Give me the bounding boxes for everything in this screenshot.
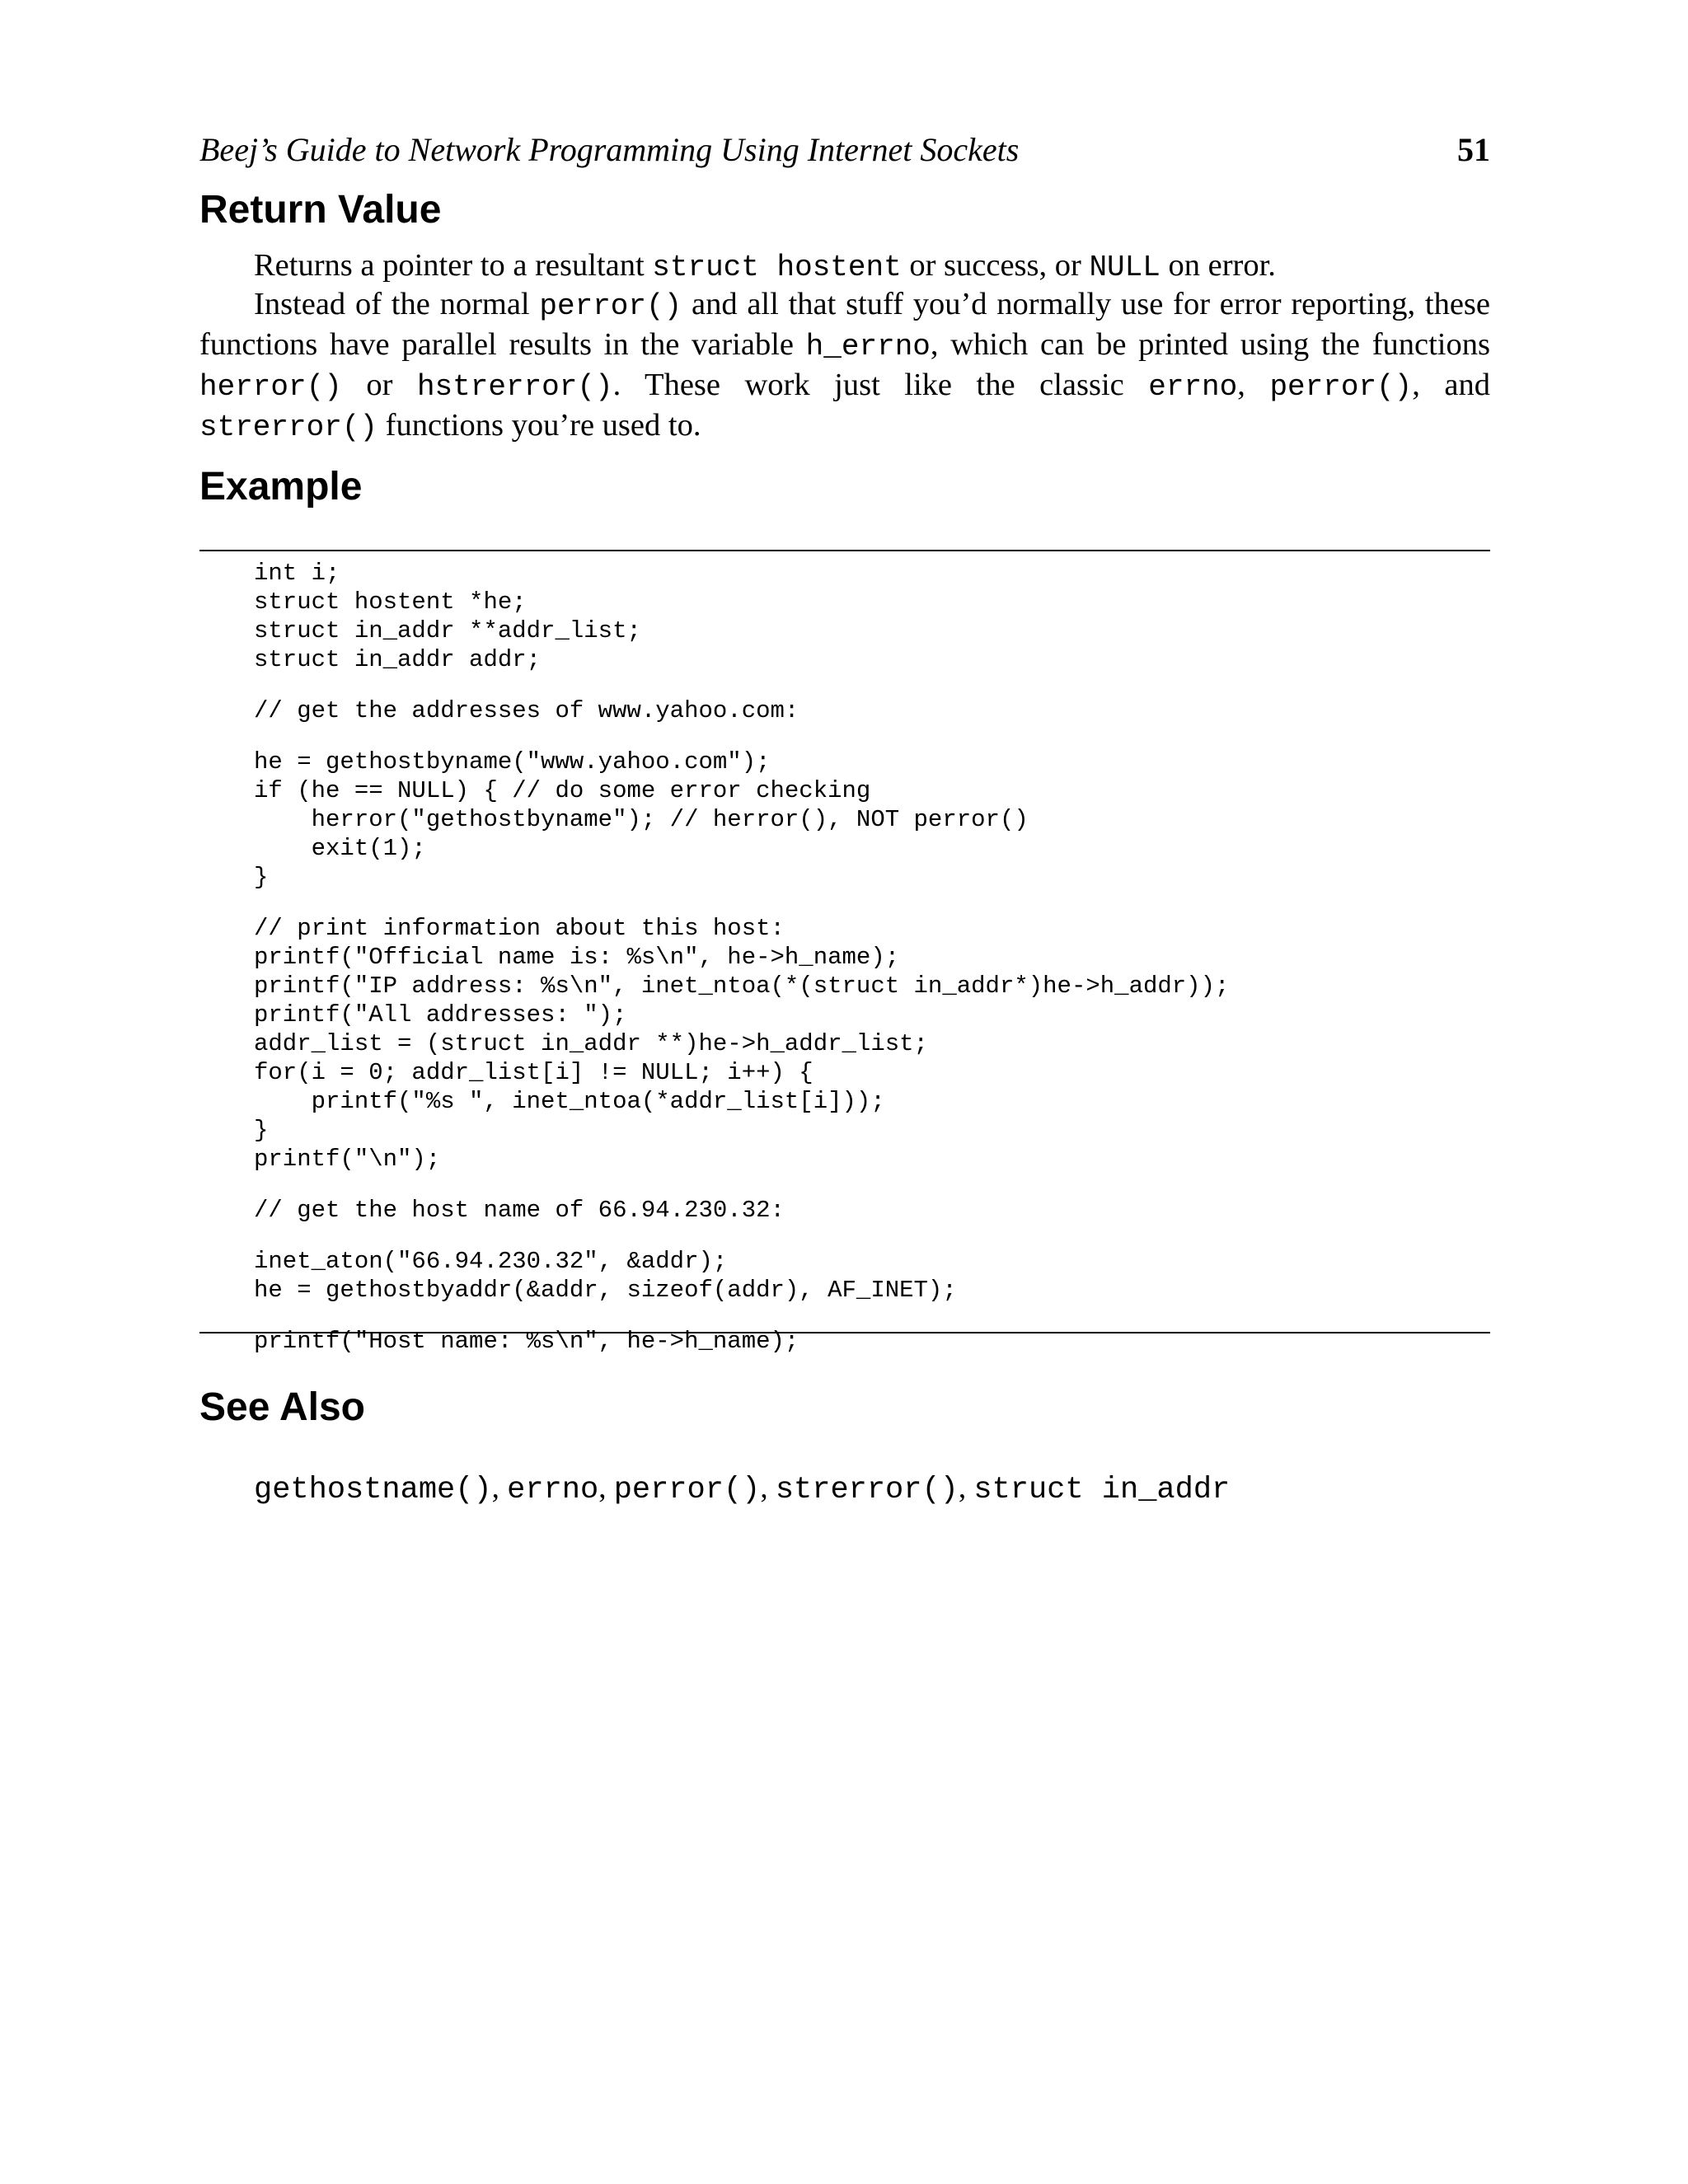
see-also-heading: See Also (199, 1385, 365, 1429)
code-top-rule (199, 550, 1490, 551)
see-also-list (254, 1469, 1230, 1510)
inline-code: hstrerror() (416, 370, 613, 404)
inline-code: perror() (539, 289, 682, 323)
code-line: addr_list = (struct in_addr **)he->h_addr_list; (254, 1030, 928, 1057)
text-run: Returns a pointer to a resultant (254, 248, 653, 283)
example-heading: Example (199, 465, 363, 509)
running-header (199, 125, 1490, 175)
code-listing (254, 559, 1229, 1356)
code-line: struct in_addr **addr_list; (254, 617, 641, 644)
code-line: herror("gethostbyname"); // herror(), NOT perror() (254, 806, 1029, 833)
see-also-item: errno (507, 1473, 599, 1507)
inline-code: errno (1148, 370, 1238, 404)
text-run: , (1237, 368, 1270, 402)
inline-code: strerror() (199, 410, 378, 444)
text-run: and all that stuff you’d normally use for error reporting, these functions have parallel results in the variable (199, 287, 1490, 362)
code-line: printf("Official name is: %s\n", he->h_name); (254, 944, 900, 971)
text-run: on error. (1160, 248, 1276, 283)
code-line: } (254, 1117, 269, 1144)
code-line: he = gethostbyname("www.yahoo.com"); (254, 748, 771, 776)
code-blank-line (254, 725, 1229, 748)
inline-code: herror() (199, 370, 342, 404)
code-line: // print information about this host: (254, 915, 785, 942)
code-blank-line (254, 892, 1229, 914)
return-value-paragraph-2 (199, 285, 1490, 447)
running-title: Beej’s Guide to Network Programming Using Internet Sockets (199, 131, 1020, 168)
text-run: Instead of the normal (254, 287, 540, 321)
code-line: exit(1); (254, 835, 426, 862)
text-run: , which can be printed using the functions (930, 327, 1490, 362)
list-separator: , (958, 1471, 974, 1505)
return-value-paragraph-1 (199, 246, 1490, 287)
see-also-item: perror() (613, 1473, 761, 1507)
see-also-item: strerror() (775, 1473, 959, 1507)
inline-code: struct hostent (652, 251, 902, 284)
text-run: , and (1412, 368, 1491, 402)
text-run: or success, or (901, 248, 1090, 283)
list-separator: , (760, 1471, 776, 1505)
code-line: struct hostent *he; (254, 588, 527, 616)
inline-code: NULL (1089, 251, 1160, 284)
code-line: he = gethostbyaddr(&addr, sizeof(addr), AF_INET); (254, 1277, 957, 1304)
code-line: printf("All addresses: "); (254, 1001, 627, 1029)
code-line: // get the addresses of www.yahoo.com: (254, 697, 799, 724)
code-line: printf("%s ", inet_ntoa(*addr_list[i])); (254, 1088, 885, 1115)
code-blank-line (254, 674, 1229, 696)
code-line: printf("IP address: %s\n", inet_ntoa(*(struct in_addr*)he->h_addr)); (254, 972, 1230, 1000)
code-line: printf("\n"); (254, 1146, 441, 1173)
code-blank-line (254, 1174, 1229, 1196)
code-line: for(i = 0; addr_list[i] != NULL; i++) { (254, 1059, 814, 1086)
text-run: or (341, 368, 417, 402)
code-line: // get the host name of 66.94.230.32: (254, 1197, 785, 1224)
page-number: 51 (1457, 131, 1490, 168)
code-line: struct in_addr addr; (254, 646, 542, 673)
text-run: . These work just like the classic (612, 368, 1149, 402)
code-line: if (he == NULL) { // do some error checking (254, 777, 871, 804)
code-line: printf("Host name: %s\n", he->h_name); (254, 1328, 799, 1355)
code-bottom-rule (199, 1332, 1490, 1333)
see-also-item: gethostname() (254, 1473, 492, 1507)
code-line: } (254, 864, 269, 891)
text-run: functions you’re used to. (377, 408, 701, 443)
inline-code: perror() (1269, 370, 1413, 404)
inline-code: h_errno (805, 330, 931, 363)
list-separator: , (598, 1471, 614, 1505)
code-blank-line (254, 1225, 1229, 1247)
list-separator: , (491, 1471, 508, 1505)
see-also-item: struct in_addr (973, 1473, 1231, 1507)
code-line: inet_aton("66.94.230.32", &addr); (254, 1248, 728, 1275)
code-blank-line (254, 1305, 1229, 1327)
return-value-heading: Return Value (199, 188, 442, 232)
code-line: int i; (254, 560, 340, 587)
